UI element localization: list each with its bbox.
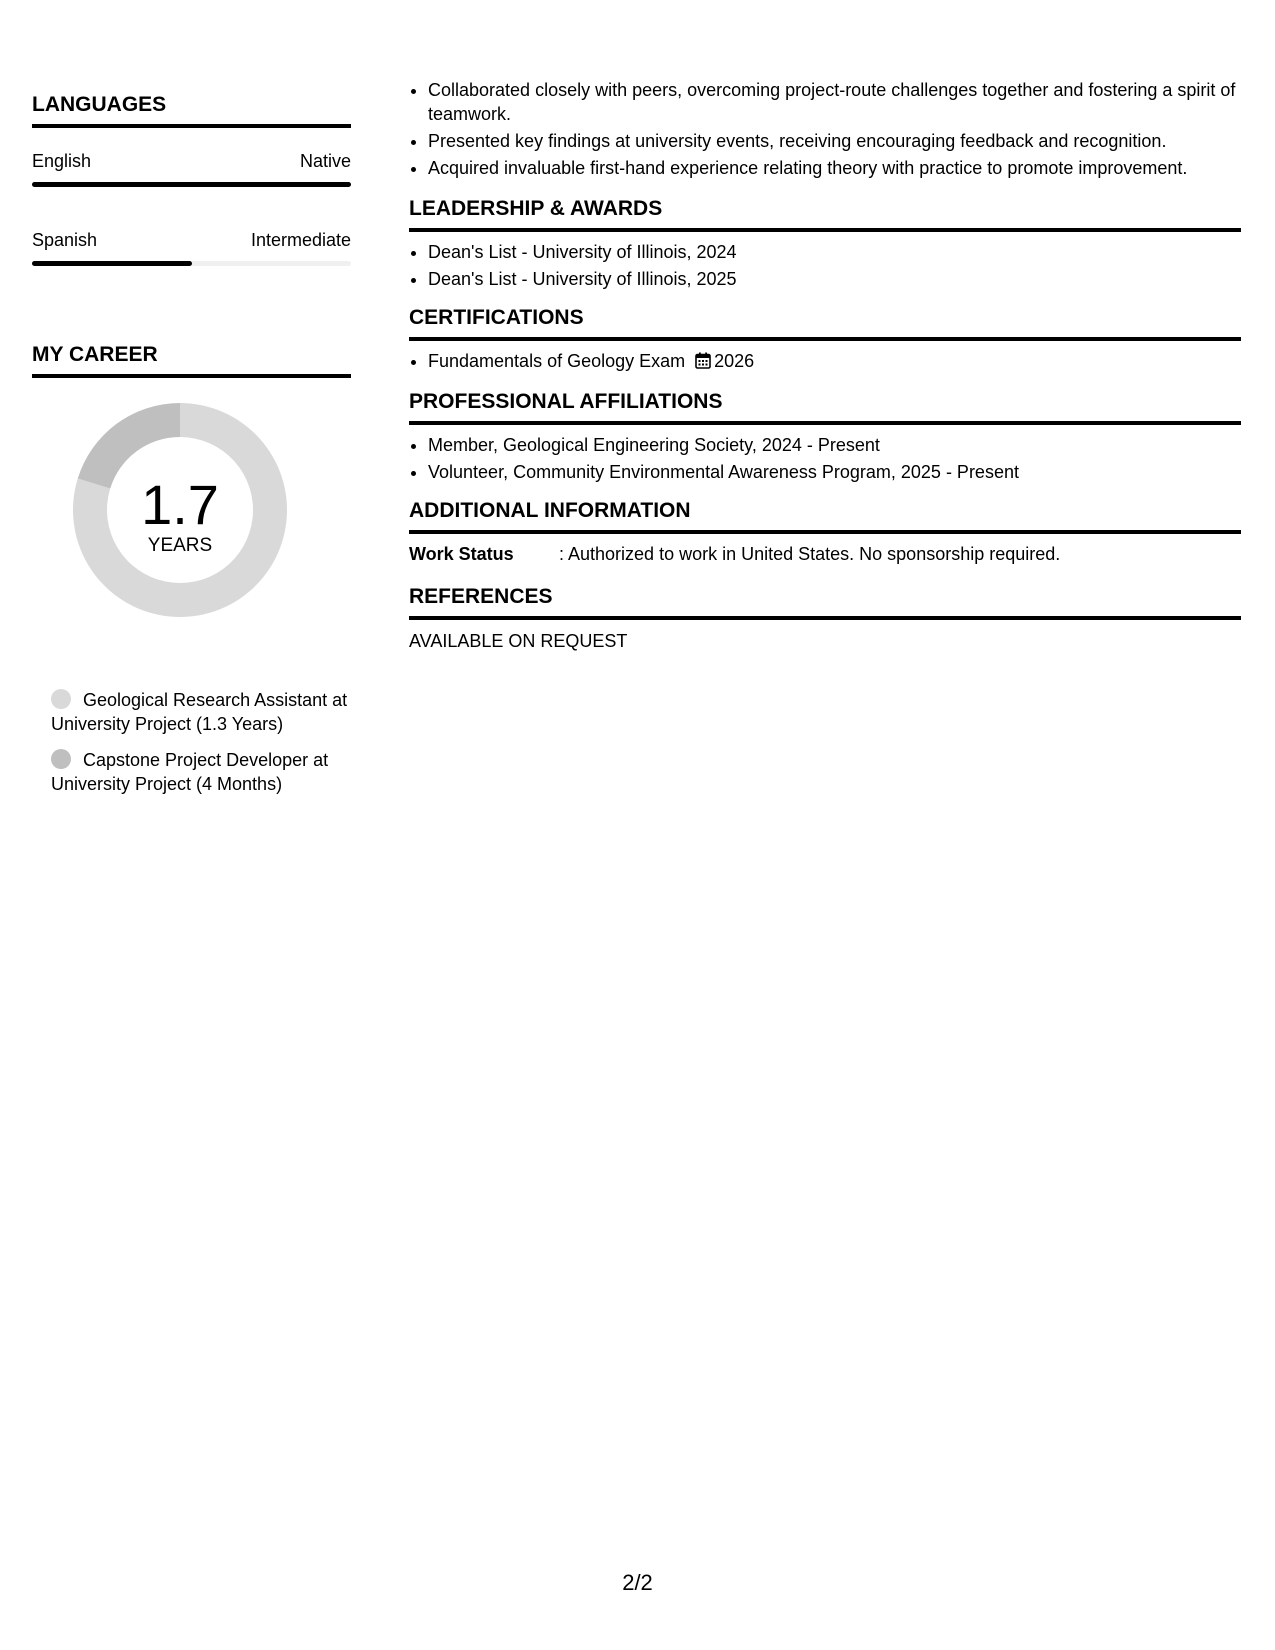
language-bar-fill xyxy=(32,261,192,266)
certifications-rule xyxy=(409,337,1241,341)
career-rule xyxy=(32,374,351,378)
career-legend-item xyxy=(51,748,351,796)
list-item: • Acquired invaluable first-hand experience relating theory with practice to promote improvement. xyxy=(428,156,1241,180)
certifications-section xyxy=(409,305,1241,375)
legend-dot-icon xyxy=(51,689,71,709)
language-bar xyxy=(32,182,351,187)
list-item: • Volunteer, Community Environmental Awareness Program, 2025 - Present xyxy=(428,460,1241,484)
career-legend-label: Geological Research Assistant at University Project (1.3 Years) xyxy=(51,690,348,734)
legend-dot-icon xyxy=(51,749,71,769)
affiliations-rule xyxy=(409,421,1241,425)
certification-year: 2026 xyxy=(714,351,755,371)
work-status-row xyxy=(409,542,1241,566)
leadership-section xyxy=(409,196,1241,291)
affiliations-heading: PROFESSIONAL AFFILIATIONS xyxy=(409,390,723,413)
left-column xyxy=(32,92,351,808)
language-bar-fill xyxy=(32,182,351,187)
certifications-heading: CERTIFICATIONS xyxy=(409,306,584,329)
career-total-value: 1.7 xyxy=(141,473,219,536)
references-rule xyxy=(409,616,1241,620)
additional-info-section xyxy=(409,498,1241,566)
list-item xyxy=(428,349,1241,375)
list-item: • Presented key findings at university events, receiving encouraging feedback and recognition. xyxy=(428,129,1241,153)
references-section xyxy=(409,584,1241,653)
language-item-spanish xyxy=(32,229,351,266)
career-heading: MY CAREER xyxy=(32,343,158,366)
references-heading: REFERENCES xyxy=(409,585,553,608)
languages-rule xyxy=(32,124,351,128)
career-legend-label: Capstone Project Developer at University Project (4 Months) xyxy=(51,750,329,794)
experience-bullets xyxy=(409,78,1241,180)
references-text: AVAILABLE ON REQUEST xyxy=(409,631,628,651)
language-name: English xyxy=(32,151,92,171)
list-item: • Member, Geological Engineering Society, 2024 - Present xyxy=(428,433,1241,457)
list-item: • Collaborated closely with peers, overcoming project-route challenges together and fostering a spirit of teamwork. xyxy=(428,78,1241,126)
career-legend-item xyxy=(51,688,351,736)
languages-heading: LANGUAGES xyxy=(32,93,167,116)
calendar-icon xyxy=(695,351,711,375)
list-item: • Dean's List - University of Illinois, 2024 xyxy=(428,240,1241,264)
list-item: • Dean's List - University of Illinois, 2025 xyxy=(428,267,1241,291)
additional-info-heading: ADDITIONAL INFORMATION xyxy=(409,499,691,522)
affiliations-section xyxy=(409,389,1241,484)
page-number: 2/2 xyxy=(622,1570,653,1595)
work-status-label: Work Status xyxy=(409,544,514,564)
language-bar xyxy=(32,261,351,266)
language-level: Intermediate xyxy=(250,230,351,250)
work-status-value: : Authorized to work in United States. No sponsorship required. xyxy=(559,544,1061,564)
language-item-english xyxy=(32,150,351,187)
career-total-unit: YEARS xyxy=(147,535,213,556)
language-level: Native xyxy=(299,151,351,171)
additional-info-rule xyxy=(409,530,1241,534)
certification-name: Fundamentals of Geology Exam xyxy=(428,351,686,371)
right-column xyxy=(409,78,1241,653)
career-donut-chart xyxy=(32,398,351,658)
language-name: Spanish xyxy=(32,230,98,250)
leadership-rule xyxy=(409,228,1241,232)
career-legend xyxy=(32,688,351,796)
leadership-heading: LEADERSHIP & AWARDS xyxy=(409,197,663,220)
